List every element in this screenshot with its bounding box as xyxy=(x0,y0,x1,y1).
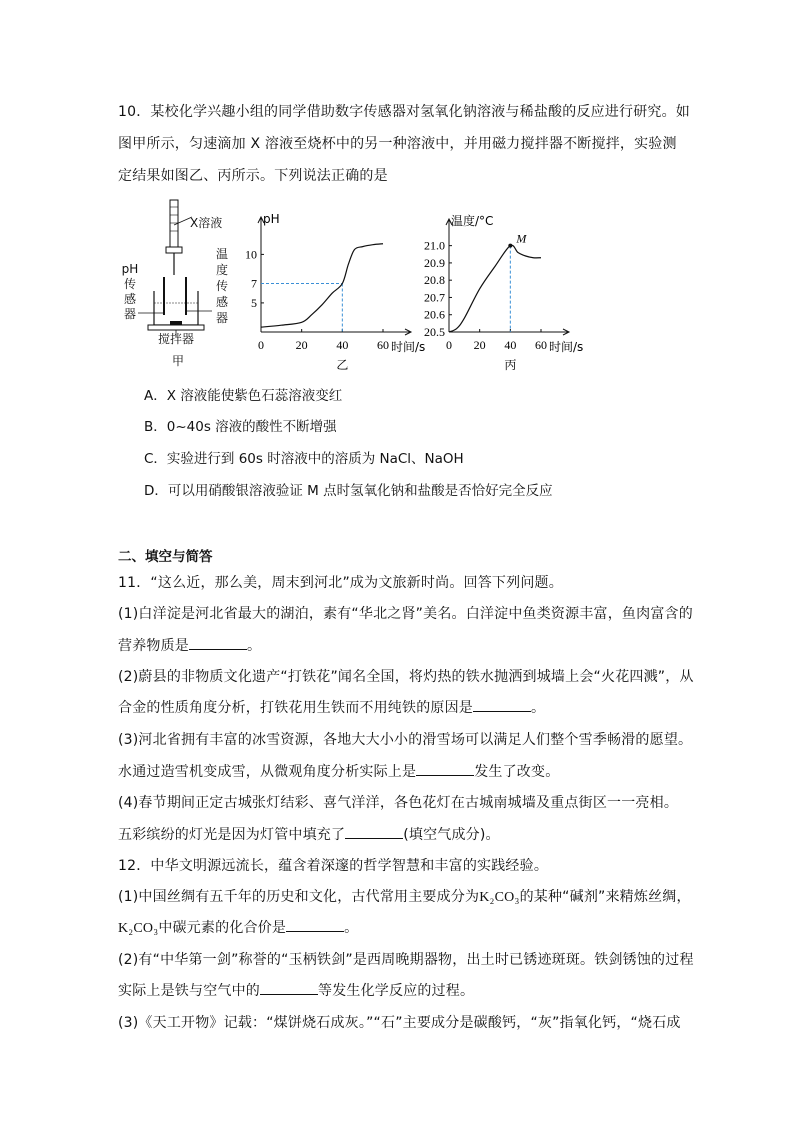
q12-stem: 12．中华文明源远流长，蕴含着深邃的哲学智慧和丰富的实践经验。 xyxy=(118,858,549,874)
q12-p1a-text: (1)中国丝绸有五千年的历史和文化，古代常用主要成分为 xyxy=(118,889,480,905)
q10-line-3: 定结果如图乙、丙所示。下列说法正确的是 xyxy=(118,168,388,184)
q11-p3b-end: 发生了改变。 xyxy=(474,764,560,780)
y-tick-label: 21.0 xyxy=(424,238,445,253)
ph-sensor-label-0: pH xyxy=(121,262,139,276)
answer-blank[interactable] xyxy=(345,826,403,839)
q11-p4b-end: (填空气成分)。 xyxy=(403,827,500,843)
x-tick-label: 40 xyxy=(504,338,517,352)
y-axis-label: pH xyxy=(263,212,280,226)
q12-p1b-text: 中碳元素的化合价是 xyxy=(158,920,287,936)
option-c: C．实验进行到 60s 时溶液中的溶质为 NaCl、NaOH xyxy=(144,451,464,467)
y-tick-label: 5 xyxy=(251,295,257,310)
temp-sensor-label-2: 传 xyxy=(215,279,228,293)
chart-ph-vs-time xyxy=(240,212,426,375)
x-tick-label: 20 xyxy=(295,338,308,352)
q11-p1a: (1)白洋淀是河北省最大的湖泊，素有“华北之肾”美名。白洋淀中鱼类资源丰富，鱼肉富含的 xyxy=(118,606,693,622)
option-b: B．0~40s 溶液的酸性不断增强 xyxy=(144,419,337,435)
x-tick-label: 40 xyxy=(336,338,349,352)
point-m-label: M xyxy=(516,231,527,246)
q11-p3b-text: 水通过造雪机变成雪，从微观角度分析实际上是 xyxy=(118,764,417,780)
q11-p2b xyxy=(118,697,545,717)
q11-stem: 11．“这么近，那么美，周末到河北”成为文旅新时尚。回答下列问题。 xyxy=(118,575,563,591)
q11-p1b xyxy=(118,635,261,655)
series-line xyxy=(261,244,383,327)
y-tick-label: 10 xyxy=(245,247,257,262)
q11-p1b-text: 营养物质是 xyxy=(118,638,189,654)
stirrer-label: 搅拌器 xyxy=(158,332,195,346)
y-tick-label: 20.9 xyxy=(424,255,445,270)
q11-p4a: (4)春节期间正定古城张灯结彩、喜气洋洋，各色花灯在古城南城墙及重点街区一一亮相。 xyxy=(118,795,679,811)
q10-line-2: 图甲所示，匀速滴加 X 溶液至烧杯中的另一种溶液中，并用磁力搅拌器不断搅拌，实验测 xyxy=(118,136,677,152)
x-tick-label: 60 xyxy=(377,338,389,352)
option-a: A．X 溶液能使紫色石蕊溶液变红 xyxy=(144,388,343,404)
x-tick-label: 20 xyxy=(473,338,486,352)
temp-sensor-label-4: 器 xyxy=(215,311,228,325)
chart-caption: 丙 xyxy=(504,358,517,372)
answer-blank[interactable] xyxy=(260,982,318,995)
temp-sensor-label-1: 度 xyxy=(215,263,228,277)
temp-sensor-label-0: 温 xyxy=(215,247,228,261)
x-solution-label: X溶液 xyxy=(190,216,223,230)
y-axis-label: 温度/°C xyxy=(451,214,494,228)
y-tick-label: 20.7 xyxy=(424,290,445,305)
series-line xyxy=(449,245,541,332)
q12-p1a xyxy=(118,886,691,906)
k2co3-formula: K₂CO₃ xyxy=(479,890,520,905)
ph-sensor-label-3: 器 xyxy=(123,307,136,321)
figure-jia-caption: 甲 xyxy=(172,354,185,368)
q11-p4b-text: 五彩缤纷的灯光是因为灯管中填充了 xyxy=(118,827,346,843)
q11-p2a: (2)蔚县的非物质文化遗产“打铁花”闻名全国，将灼热的铁水抛洒到城墙上会“火花四溅”，从 xyxy=(118,669,694,685)
q12-p3a: (3)《天工开物》记载：“煤饼烧石成灰。”“石”主要成分是碳酸钙，“灰”指氧化钙，“烧石成 xyxy=(118,1015,681,1031)
q12-p1a-end: 的某种“碱剂”来精炼丝绸， xyxy=(519,889,691,905)
option-d: D．可以用硝酸银溶液验证 M 点时氢氧化钠和盐酸是否恰好完全反应 xyxy=(144,483,553,499)
q12-p2b-text: 实际上是铁与空气中的 xyxy=(118,983,260,999)
y-tick-label: 20.8 xyxy=(424,273,445,288)
q12-p2b xyxy=(118,980,474,1000)
y-tick-label: 20.6 xyxy=(424,307,445,322)
x-tick-label: 0 xyxy=(258,338,264,352)
q12-p2a: (2)有“中华第一剑”称誉的“玉柄铁剑”是西周晚期器物，出土时已锈迹斑斑。铁剑锈蚀的过程 xyxy=(118,952,694,968)
q11-p2b-end: 。 xyxy=(531,700,546,716)
temp-sensor-label-3: 感 xyxy=(215,295,228,309)
x-tick-label: 60 xyxy=(535,338,547,352)
y-tick-label: 20.5 xyxy=(424,325,445,339)
q12-p2b-end: 等发生化学反应的过程。 xyxy=(318,983,475,999)
q12-p1b-end: 。 xyxy=(344,920,359,936)
chart-caption: 乙 xyxy=(336,358,349,372)
temp-sensor-label xyxy=(214,246,230,326)
answer-blank[interactable] xyxy=(286,919,344,932)
ph-sensor-label xyxy=(118,262,142,322)
chart-temperature-vs-time xyxy=(412,215,602,375)
ph-sensor-label-2: 感 xyxy=(123,292,136,306)
q11-p3a: (3)河北省拥有丰富的冰雪资源，各地大大小小的滑雪场可以满足人们整个雪季畅滑的愿望。 xyxy=(118,732,693,748)
q11-p4b xyxy=(118,824,500,844)
q11-p3b xyxy=(118,761,559,781)
section-title: 二、填空与简答 xyxy=(118,549,213,565)
ph-sensor-label-1: 传 xyxy=(123,277,136,291)
x-axis-label: 时间/s xyxy=(549,340,584,354)
y-tick-label: 7 xyxy=(251,276,257,291)
k2co3-formula: K₂CO₃ xyxy=(118,921,159,936)
answer-blank[interactable] xyxy=(416,763,474,776)
q11-p2b-text: 合金的性质角度分析，打铁花用生铁而不用纯铁的原因是 xyxy=(118,700,473,716)
q10-line-1: 10．某校化学兴趣小组的同学借助数字传感器对氢氧化钠溶液与稀盐酸的反应进行研究。如 xyxy=(118,104,691,120)
x-tick-label: 0 xyxy=(446,338,452,352)
answer-blank[interactable] xyxy=(473,699,531,712)
x-axis-label: 时间/s xyxy=(391,340,426,354)
answer-blank[interactable] xyxy=(189,637,247,650)
q12-p1b xyxy=(118,917,358,937)
q11-p1b-end: 。 xyxy=(247,638,262,654)
